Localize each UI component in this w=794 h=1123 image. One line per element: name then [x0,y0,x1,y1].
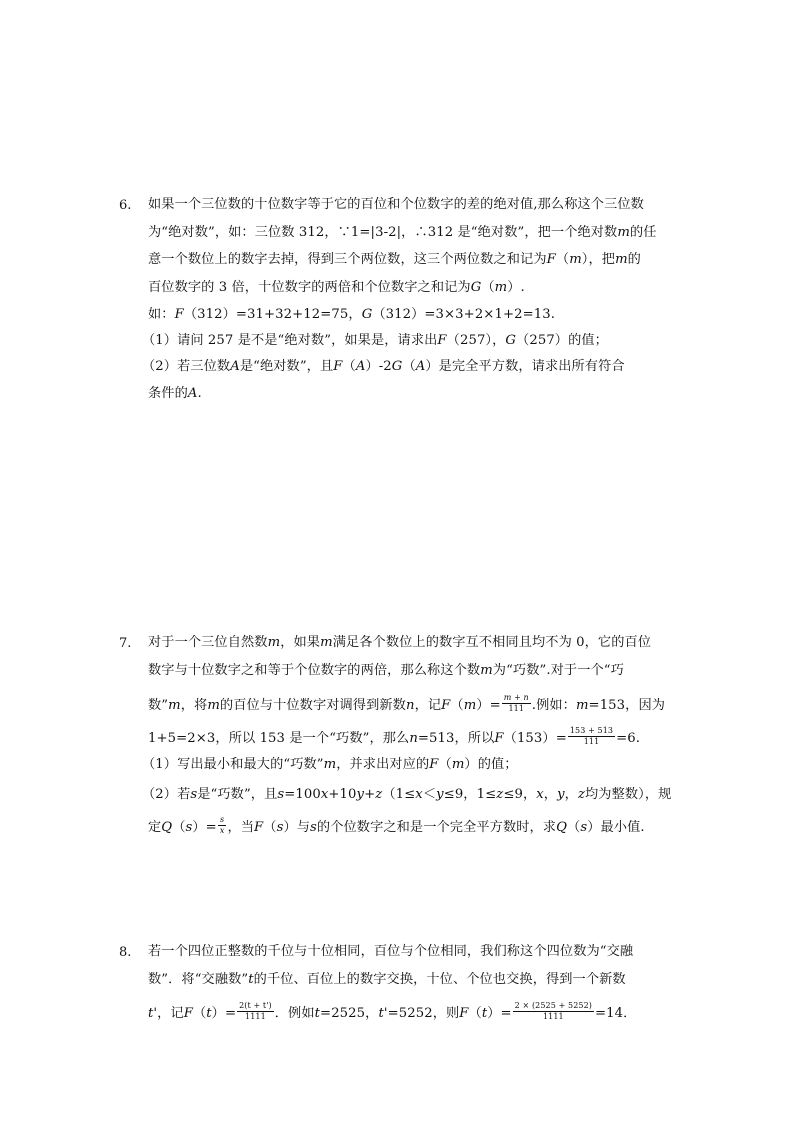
text-line: 如：F（312）=31+32+12=75，G（312）=3×3+2×1+2=13. [148,307,556,322]
text-line: 对于一个三位自然数m，如果m满足各个数位上的数字互不相同且均不为 0，它的百位 [148,635,652,650]
text-line: 定Q（s）= $\frac{s}{x}$ ，当F（s）与s的个位数字之和是一个完全平方数时，求Q（s）最小值. [148,815,645,835]
text-line: 数”．将“交融数”t的千位、百位上的数字交换，十位、个位也交换，得到一个新数 [148,972,626,987]
text-line: 为“绝对数”，如：三位数 312，∵1=|3-2|，∴312 是“绝对数”，把一个绝对数m的任 [148,225,657,240]
fraction: $\frac{s}{x}$ [219,815,225,835]
text-line: 若一个四位正整数的千位与十位相同，百位与个位相同，我们称这个四位数为“交融 [148,944,634,959]
question-2: （2）若三位数A是“绝对数”，且F（A）-2G（A）是完全平方数，请求出所有符合 [142,359,625,374]
question-2: （2）若s是“巧数”，且s=100x+10y+z（1≤x＜y≤9，1≤z≤9，x，y，z均为整数），规 [142,787,672,802]
fraction: $\frac{2(t + t')}{1111}$ [239,1001,272,1021]
fraction: $\frac{153 + 513}{111}$ [569,726,614,746]
text-line: 如果一个三位数的十位数字等于它的百位和个位数字的差的绝对值,那么称这个三位数 [148,197,644,212]
text-line: 数字与十位数字之和等于个位数字的两倍，那么称这个数m为“巧数”.对于一个“巧 [148,663,624,678]
question-1: （1）请问 257 是不是“绝对数”，如果是，请求出F（257），G（257）的值； [142,333,608,348]
problem-number: 6. [119,198,132,213]
text-line: 百位数字的 3 倍，十位数字的两倍和个位数字之和记为G（m）. [148,280,525,295]
fraction: $\frac{m + n}{111}$ [503,693,529,713]
text-line: 数”m，将m的百位与十位数字对调得到新数n，记F（m）= $\frac{m + n}{111}$ .例如：m=153，因为 [148,693,666,713]
problem-number: 8. [119,945,132,960]
question-1: （1）写出最小和最大的“巧数”m，并求出对应的F（m）的值； [142,757,518,772]
text-line: 条件的A. [148,386,202,401]
text-line: 1+5=2×3，所以 153 是一个“巧数”，那么n=513，所以F（153）= $\frac{153 + 513}{111}$ =6. [148,726,641,746]
text-line: t'，记F（t）= $\frac{2(t + t')}{1111}$ ．例如t=2525，t'=5252，则F（t）= $\frac{2 \times (2525 + 5252)}{1111}$ =14． [148,1001,637,1021]
problem-number: 7. [119,636,132,651]
fraction: $\frac{2 \times (2525 + 5252)}{1111}$ [514,1001,593,1021]
text-line: 意一个数位上的数字去掉，得到三个两位数，这三个两位数之和记为F（m），把m的 [148,252,641,267]
